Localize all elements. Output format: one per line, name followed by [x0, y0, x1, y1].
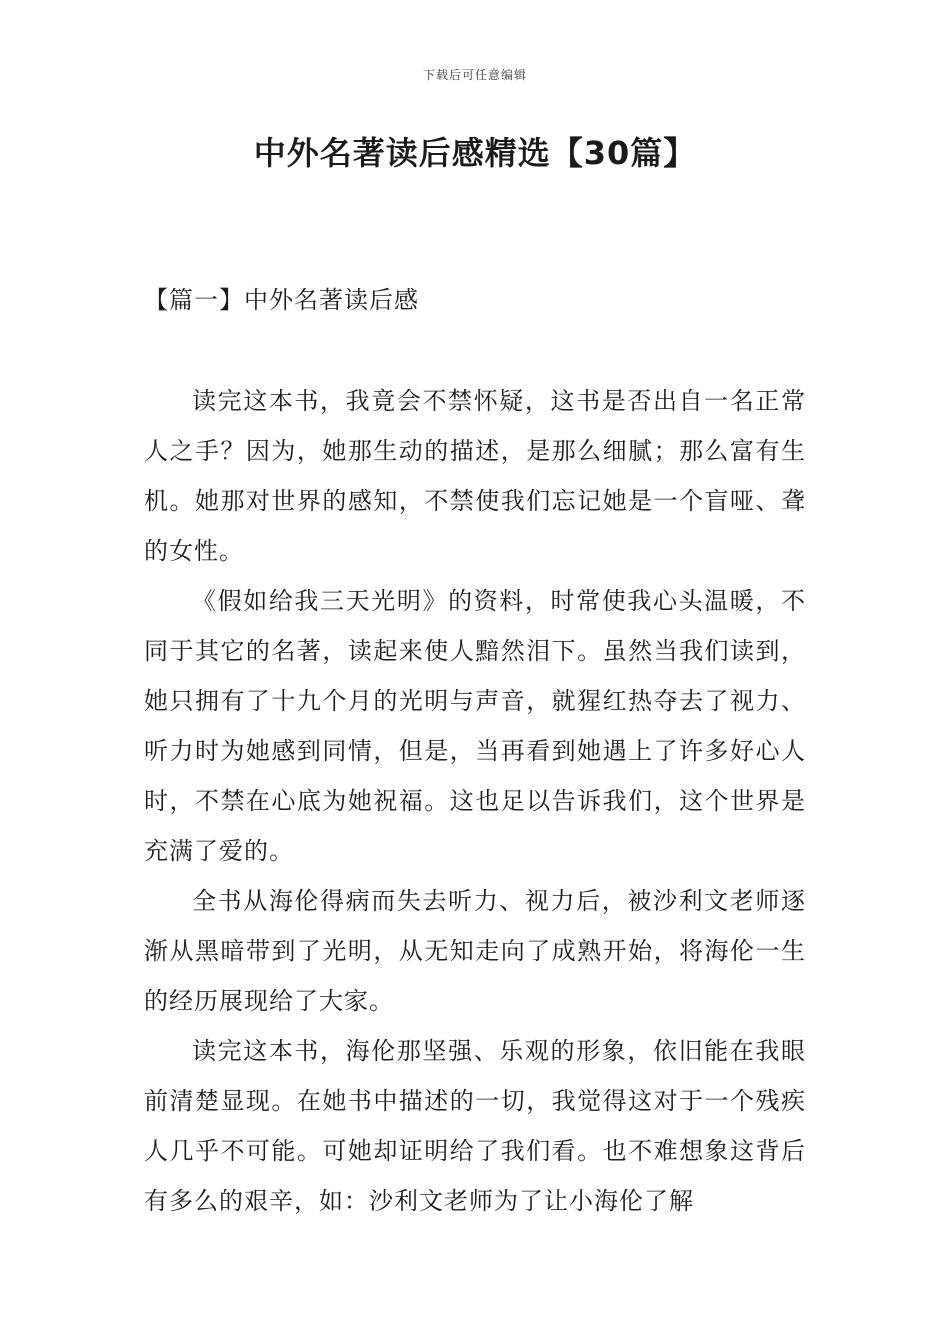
paragraph: 《假如给我三天光明》的资料，时常使我心头温暖，不同于其它的名著，读起来使人黯然泪下。虽然当我们读到，她只拥有了十九个月的光明与声音，就猩红热夺去了视力、听力时为她感到同情，但是，当再看到她遇上了许多好心人时，不禁在心底为她祝福。这也足以告诉我们，这个世界是充满了爱的。 — [144, 587, 806, 865]
section-body — [144, 376, 806, 1226]
header-note: 下载后可任意编辑 — [422, 68, 527, 82]
paragraph: 全书从海伦得病而失去听力、视力后，被沙利文老师逐渐从黑暗带到了光明，从无知走向了成熟开始，将海伦一生的经历展现给了大家。 — [144, 887, 806, 1015]
section-heading: 【篇一】中外名著读后感 — [144, 286, 419, 314]
paragraph: 读完这本书，海伦那坚强、乐观的形象，依旧能在我眼前清楚显现。在她书中描述的一切，我觉得这对于一个残疾人几乎不可能。可她却证明给了我们看。也不难想象这背后有多么的艰辛，如：沙利文老师为了让小海伦了解 — [144, 1037, 806, 1215]
paragraph: 读完这本书，我竟会不禁怀疑，这书是否出自一名正常人之手？因为，她那生动的描述，是那么细腻；那么富有生机。她那对世界的感知，不禁使我们忘记她是一个盲哑、聋的女性。 — [144, 387, 806, 565]
document-title: 中外名著读后感精选【30篇】 — [253, 134, 697, 172]
